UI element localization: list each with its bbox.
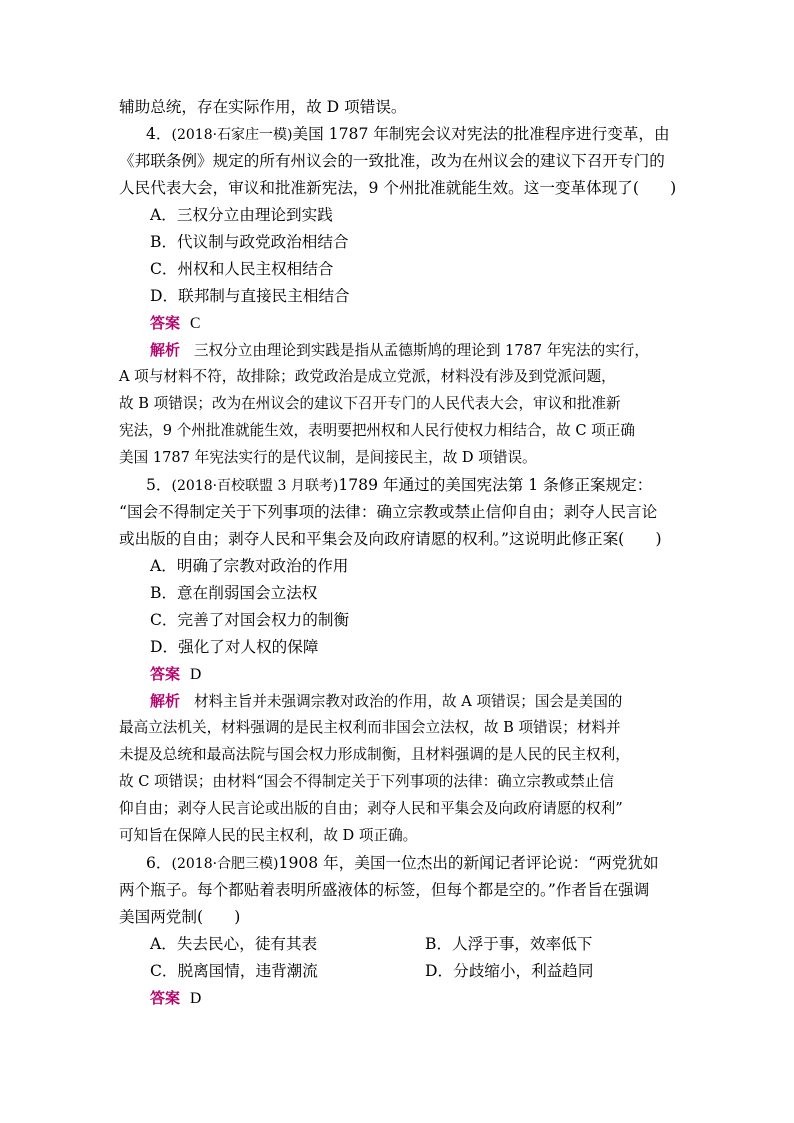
q6-option-b	[425, 934, 592, 954]
q4-option-b	[150, 232, 349, 252]
q5-option-a-text: A．明确了宗教对政治的作用	[150, 557, 349, 575]
q6-stem-line-3	[119, 907, 240, 927]
q5-stem-line-3	[119, 529, 662, 549]
q5-analysis-text-3: 未提及总统和最高法院与国会权力形成制衡，且材料强调的是人民的民主权利，	[119, 746, 630, 763]
q5-option-d	[150, 637, 318, 657]
q5-source: (2018·百校联盟 3 月联考)	[171, 478, 339, 494]
q5-analysis-line-2	[119, 718, 621, 738]
q4-stem-text-2: 《邦联条例》规定的所有州议会的一致批准，改为在州议会的建议下召开专门的	[119, 152, 665, 170]
q5-stem-text-1: 1789 年通过的美国宪法第 1 条修正案规定：	[338, 476, 653, 494]
q5-analysis-text-2: 最高立法机关，材料强调的是民主权利而非国会立法权，故 B 项错误；材料并	[119, 719, 621, 736]
q4-option-d	[150, 286, 350, 306]
q5-analysis-line-4	[119, 772, 614, 792]
q4-stem-line-1	[146, 124, 670, 145]
q6-number: 6．	[146, 854, 172, 872]
q4-stem-line-3	[119, 178, 676, 198]
q5-stem-line-1	[146, 475, 652, 496]
q5-analysis-line-5	[119, 799, 623, 819]
q5-analysis-text-1: 材料主旨并未强调宗教对政治的作用，故 A 项错误；国会是美国的	[193, 693, 623, 710]
q6-stem-text-1: 1908 年，美国一位杰出的新闻记者评论说：“两党犹如	[278, 854, 659, 872]
q5-option-d-text: D．强化了对人权的保障	[150, 638, 319, 656]
q5-option-c-text: C．完善了对国会权力的制衡	[150, 611, 350, 629]
q5-analysis-line-6	[119, 826, 417, 846]
q5-option-a	[150, 556, 348, 576]
q6-answer	[150, 988, 201, 1009]
carryover-line	[119, 97, 407, 117]
q4-analysis-line-1	[150, 340, 649, 361]
q4-analysis-text-3: 故 B 项错误；改为在州议会的建议下召开专门的人民代表大会，审议和批准新	[119, 395, 621, 412]
q4-source: (2018·石家庄一模)	[171, 127, 293, 143]
q6-option-d-text: D．分歧缩小，利益趋同	[425, 962, 594, 980]
q4-analysis-line-3	[119, 394, 621, 414]
q6-option-a	[150, 934, 317, 954]
q6-option-c	[150, 961, 318, 981]
q4-answer-value: C	[189, 315, 201, 332]
q4-stem-text-3: 人民代表大会，审议和批准新宪法，9 个州批准就能生效。这一变革体现了( )	[119, 179, 677, 197]
q6-option-c-text: C．脱离国情，违背潮流	[150, 962, 318, 980]
q4-option-b-text: B．代议制与政党政治相结合	[150, 233, 349, 251]
q4-option-c-text: C．州权和人民主权相结合	[150, 260, 334, 278]
q6-stem-text-3: 美国两党制( )	[119, 908, 241, 926]
q4-analysis-line-5	[119, 448, 537, 468]
q5-answer-label: 答案	[150, 665, 181, 683]
q6-option-a-text: A．失去民心，徒有其表	[150, 935, 318, 953]
q4-analysis-line-4	[119, 421, 635, 441]
q6-option-d	[425, 961, 593, 981]
q4-analysis-text-2: A 项与材料不符，故排除；政党政治是成立党派，材料没有涉及到党派问题，	[119, 368, 616, 385]
q4-number: 4．	[146, 125, 172, 143]
q4-analysis-text-4: 宪法，9 个州批准就能生效，表明要把州权和人民行使权力相结合，故 C 项正确	[119, 422, 635, 439]
q4-stem-text-1: 美国 1787 年制宪会议对宪法的批准程序进行变革，由	[292, 125, 670, 143]
q5-analysis-text-5: 仰自由；剥夺人民言论或出版的自由；剥夺人民和平集会及向政府请愿的权利”	[119, 800, 623, 817]
q5-stem-text-2: “国会不得制定关于下列事项的法律：确立宗教或禁止信仰自由；剥夺人民言论	[119, 503, 658, 521]
q5-stem-line-2	[119, 502, 657, 522]
q5-option-b	[150, 583, 317, 603]
q6-source: (2018·合肥三模)	[171, 856, 279, 872]
q4-option-a	[150, 205, 333, 225]
q6-stem-line-2	[119, 880, 649, 900]
q4-analysis-text-5: 美国 1787 年宪法实行的是代议制，是间接民主，故 D 项错误。	[119, 449, 537, 466]
q4-answer-label: 答案	[150, 314, 181, 332]
q5-stem-text-3: 或出版的自由；剥夺人民和平集会及向政府请愿的权利。”这说明此修正案( )	[119, 530, 662, 548]
q4-analysis-line-2	[119, 367, 616, 387]
q4-option-a-text: A．三权分立由理论到实践	[150, 206, 333, 224]
q4-option-c	[150, 259, 333, 279]
q4-option-d-text: D．联邦制与直接民主相结合	[150, 287, 350, 305]
q5-analysis-label: 解析	[150, 692, 181, 710]
q4-stem-line-2	[119, 151, 665, 171]
q5-analysis-text-6: 可知旨在保障人民的民主权利，故 D 项正确。	[119, 827, 418, 844]
q5-option-c	[150, 610, 349, 630]
q4-answer	[150, 313, 200, 334]
q5-answer-value: D	[189, 666, 202, 683]
q5-analysis-line-1	[150, 691, 622, 712]
q4-analysis-text-1: 三权分立由理论到实践是指从孟德斯鸠的理论到 1787 年宪法的实行，	[193, 342, 649, 359]
q5-answer	[150, 664, 201, 685]
q5-option-b-text: B．意在削弱国会立法权	[150, 584, 318, 602]
q6-stem-text-2: 两个瓶子。每个都贴着表明所盛液体的标签，但每个都是空的。”作者旨在强调	[119, 881, 650, 899]
carryover-text: 辅助总统，存在实际作用，故 D 项错误。	[119, 98, 407, 116]
q5-number: 5．	[146, 476, 172, 494]
q6-answer-label: 答案	[150, 989, 181, 1007]
q6-answer-value: D	[189, 990, 202, 1007]
q4-analysis-label: 解析	[150, 341, 181, 359]
q5-analysis-line-3	[119, 745, 630, 765]
q5-analysis-text-4: 故 C 项错误；由材料“国会不得制定关于下列事项的法律：确立宗教或禁止信	[119, 773, 614, 790]
q6-stem-line-1	[146, 853, 659, 874]
q6-option-b-text: B．人浮于事，效率低下	[425, 935, 593, 953]
